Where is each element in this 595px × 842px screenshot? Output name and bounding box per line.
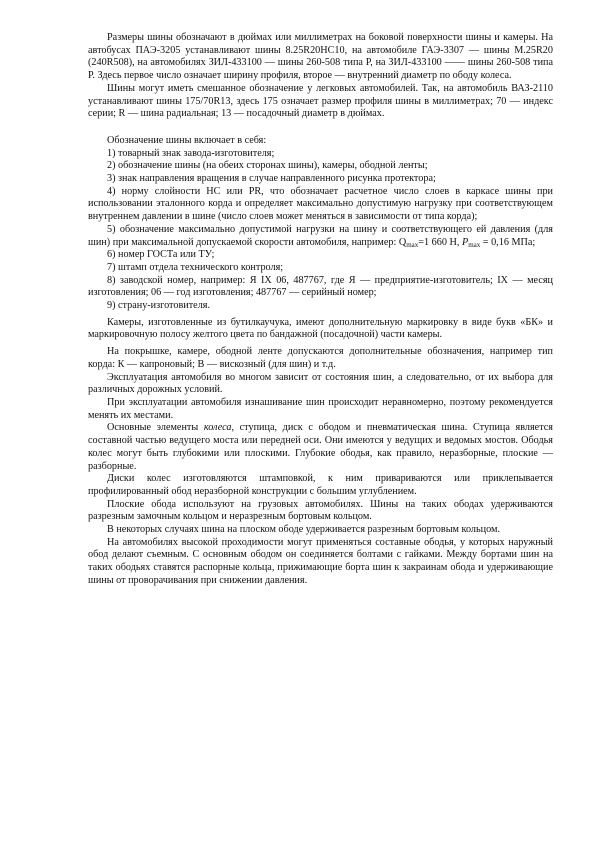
p-max-subscript: max: [468, 240, 481, 249]
paragraph-butyl-tubes: Камеры, изготовленные из бутилкаучука, имеют дополнительную маркировку в виде букв «БК» и маркировочную полосу желтого цвета по бандажной (посадочной) части камеры.: [88, 316, 553, 341]
wheel-elements-rest: , ступица, диск с ободом и пневматическая шина. Ступица является составной частью ведущего моста или передней оси. Они имеются у ведущих и ведомых мостов. Ободья колес могут быть глубокими или плоскими. Глубокие ободья, как правило, неразборные, плоские — разборные.: [88, 422, 553, 472]
paragraph-wheel-disks: Диски колес изготовляются штамповкой, к ним привариваются или приклепывается профилированный обод неразборной конструкции с большим углублением.: [88, 473, 553, 497]
list-item-5-load: =1 660 Н,: [418, 236, 462, 248]
q-max-subscript: max: [406, 240, 419, 249]
p-symbol: P: [461, 236, 469, 248]
paragraph-mixed-designation: Шины могут иметь смешанное обозначение у легковых автомобилей. Так, на автомобиль ВАЗ-2110 устанавливают шины 175/70R13, здесь 175 означает размер профиля шины в миллиметрах; 70 — индекс серии; R — шина радиальная; 13 — посадочный диаметр в дюймах.: [88, 82, 553, 120]
wheel-term: колеса: [203, 422, 232, 434]
paragraph-composite-rims: На автомобилях высокой проходимости могут применяться составные ободья, у которых наружный обод делают съемным. С основным ободом он соединяется болтами с гайками. Между бортами шин на таких ободьях ставятся распорные кольца, прижимающие борта шин к закраинам обода и удерживающие шины от проворачивания при снижении давления.: [88, 536, 553, 586]
list-item-1: 1) товарный знак завода-изготовителя;: [107, 147, 275, 159]
list-item-8: 8) заводской номер, например: Я IX 06, 487767, где Я — предприятие-изготовитель; IX — месяц изготовления; 06 — год изготовления; 487767 — серийный номер;: [88, 274, 553, 299]
spacer: [88, 121, 553, 135]
list-item-4: 4) норму слойности НС или PR, что обозначает расчетное число слоев в каркасе шины при использовании эталонного корда и определяет максимально допустимую нагрузку при соответствующем внутреннем давлении в шине (число слоев может меняться в зависимости от типа корда);: [88, 185, 553, 223]
list-intro: Обозначение шины включает в себя:: [107, 134, 267, 146]
list-item-5-text: 5) обозначение максимально допустимой нагрузки на шину и соответствующего ей давления (для шин) при максимальной допускаемой скорости автомобиля, например: Q: [88, 223, 553, 248]
list-item-5-pressure: = 0,16 МПа;: [480, 236, 536, 248]
paragraph-wheel-elements: [88, 422, 553, 473]
paragraph-split-ring: В некоторых случаях шина на плоском ободе удерживается разрезным бортовым кольцом.: [107, 524, 501, 536]
paragraph-additional-marks: На покрышке, камере, ободной ленте допускаются дополнительные обозначения, например тип корда: К — капроновый; В — вискозный (для шин) и т.д.: [88, 346, 553, 370]
paragraph-flat-rims: Плоские обода используют на грузовых автомобилях. Шины на таких ободах удерживаются разрезным замочным кольцом и неразрезным бортовым кольцом.: [88, 498, 553, 523]
list-item-3: 3) знак направления вращения в случае направленного рисунка протектора;: [107, 173, 436, 185]
document-page: [88, 32, 553, 588]
paragraph-wear: При эксплуатации автомобиля изнашивание шин происходит неравномерно, поэтому рекомендуется менять их местами.: [88, 396, 553, 421]
wheel-elements-lead: Основные элементы: [107, 422, 204, 434]
list-item-7: 7) штамп отдела технического контроля;: [107, 261, 284, 273]
list-item-5: [88, 224, 553, 249]
list-item-9: 9) страну-изготовителя.: [107, 300, 211, 312]
paragraph-operation: Эксплуатация автомобиля во многом зависит от состояния шин, а следовательно, от их выбора для различных дорожных условий.: [88, 371, 553, 396]
list-item-6: 6) номер ГОСТа или ТУ;: [107, 249, 215, 261]
list-item-2: 2) обозначение шины (на обеих сторонах шины), камеры, ободной ленты;: [107, 160, 428, 172]
paragraph-tire-size-marking: Размеры шины обозначают в дюймах или миллиметрах на боковой поверхности шины и камеры. На автобусах ПАЭ-3205 устанавливают шины 8.25R20НС10, на автомобиле ГАЭ-3307 — шины М.25R20 (240R508), на автомобилях ЗИЛ-433100 — шины 260-508 типа Р, на ЗИЛ-433100 —— шины 260-508 типа Р. Здесь первое число означает ширину профиля, второе — внутренний диаметр по ободу колеса.: [88, 32, 553, 82]
